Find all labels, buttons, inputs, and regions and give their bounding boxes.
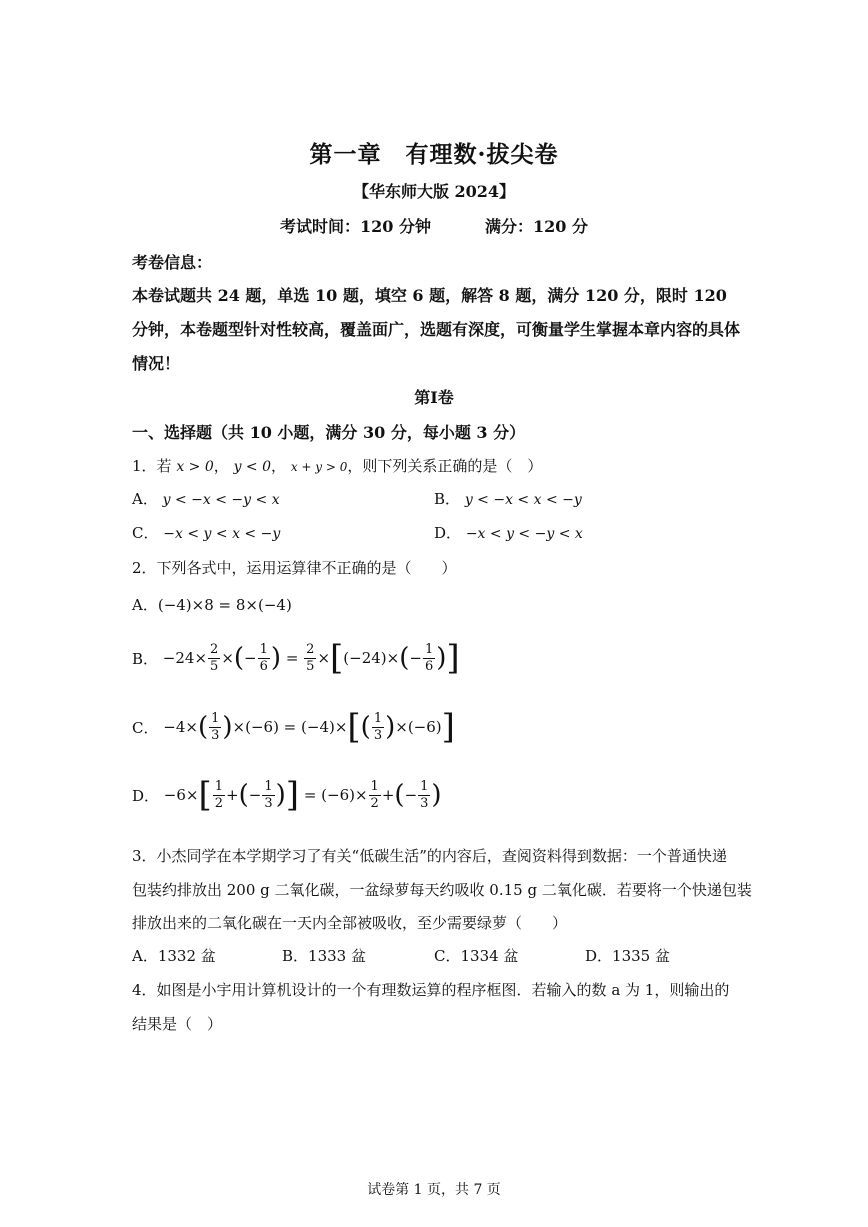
question-2-stem: 2．下列各式中，运用运算律不正确的是（ ） bbox=[132, 559, 457, 577]
expression-right: 8×(−4) bbox=[235, 595, 292, 614]
q3-option-a: A．1332 盆 bbox=[132, 947, 216, 965]
q2-option-d: D． −6× [ $\frac{1}{2}$ + ( − $\frac{1}{3}$ ) ] = (−6)× $\frac{1}{2}$ + ( − $\frac{1}{3}$ ) bbox=[132, 775, 442, 815]
info-body: 本卷试题共 24 题，单选 10 题，填空 6 题，解答 8 题，满分 120 分，限时 120 分钟，本卷题型针对性较高，覆盖面广，选题有深度，可衡量学生掌握本章内容的具体情况！ bbox=[132, 286, 741, 373]
option-expression: −x < y < −y < x bbox=[465, 526, 583, 542]
option-label: B． bbox=[132, 649, 159, 668]
option-label: D． bbox=[434, 524, 462, 542]
question-3-line-1: 3．小杰同学在本学期学习了有关“低碳生活”的内容后，查阅资料得到数据：一个普通快递 bbox=[132, 847, 727, 865]
q1-condition-1: x > 0 bbox=[176, 459, 214, 475]
q1-sep-1: ， bbox=[213, 457, 229, 475]
exam-meta bbox=[0, 214, 868, 237]
q1-sep-2: ， bbox=[271, 457, 287, 475]
section-heading: 一、选择题（共 10 小题，满分 30 分，每小题 3 分） bbox=[132, 423, 526, 442]
q1-condition-3: x + y > 0 bbox=[290, 460, 348, 474]
option-label: C． bbox=[132, 524, 159, 542]
q1-option-a bbox=[132, 488, 280, 509]
q2-option-c: C． −4× ( $\frac{1}{3}$ ) ×(−6) = (−4)× [ ( $\frac{1}{3}$ ) ×(−6) ] bbox=[132, 707, 455, 747]
q1-option-c bbox=[132, 522, 280, 543]
q2-option-a: A． (−4)×8 = 8×(−4) bbox=[132, 595, 292, 614]
exam-title: 第一章 有理数·拔尖卷 bbox=[309, 141, 559, 168]
volume-label: 第Ⅰ卷 bbox=[414, 388, 454, 407]
score-label: 满分：120 分 bbox=[485, 217, 588, 236]
q1-stem-end: ，则下列关系正确的是（ ） bbox=[347, 457, 543, 475]
q3-option-b: B．1333 盆 bbox=[282, 947, 366, 965]
option-expression: −x < y < x < −y bbox=[163, 526, 281, 542]
option-label: A． bbox=[132, 596, 158, 614]
question-3-line-3: 排放出来的二氧化碳在一天内全部被吸收，至少需要绿萝（ ） bbox=[132, 914, 568, 932]
q1-stem-start: 1．若 bbox=[132, 457, 172, 475]
option-label: C． bbox=[132, 718, 159, 737]
q2-option-b: B． −24× $\frac{2}{5}$ × ( − $\frac{1}{6}$ ) = $\frac{2}{5}$ × [ (−24)× ( − $\frac{1}{6}$ ) ] bbox=[132, 638, 460, 678]
q1-option-b bbox=[434, 488, 582, 509]
option-expression: y < −x < x < −y bbox=[464, 492, 582, 508]
q1-option-d bbox=[434, 522, 583, 543]
question-4-line-2: 结果是（ ） bbox=[132, 1015, 223, 1033]
info-heading: 考卷信息： bbox=[132, 253, 213, 272]
q1-condition-2: y < 0 bbox=[233, 459, 272, 475]
q3-option-d: D．1335 盆 bbox=[585, 947, 670, 965]
option-label: B． bbox=[434, 490, 461, 508]
option-expression: y < −x < −y < x bbox=[162, 492, 280, 508]
expression-left: (−4)×8 bbox=[157, 595, 214, 614]
question-1-stem bbox=[132, 455, 542, 476]
question-3-line-2: 包装约排放出 200 g 二氧化碳，一盆绿萝每天约吸收 0.15 g 二氧化碳．若要将一个快递包装 bbox=[132, 881, 752, 899]
option-label: D． bbox=[132, 786, 160, 805]
question-4-line-1: 4．如图是小宇用计算机设计的一个有理数运算的程序框图．若输入的数 a 为 1，则输出的 bbox=[132, 981, 730, 999]
option-label: A． bbox=[132, 490, 158, 508]
q3-option-c: C．1334 盆 bbox=[434, 947, 519, 965]
page-footer: 试卷第 1 页，共 7 页 bbox=[367, 1182, 501, 1198]
edition-label: 【华东师大版 2024】 bbox=[352, 182, 516, 201]
time-label: 考试时间：120 分钟 bbox=[280, 217, 431, 236]
